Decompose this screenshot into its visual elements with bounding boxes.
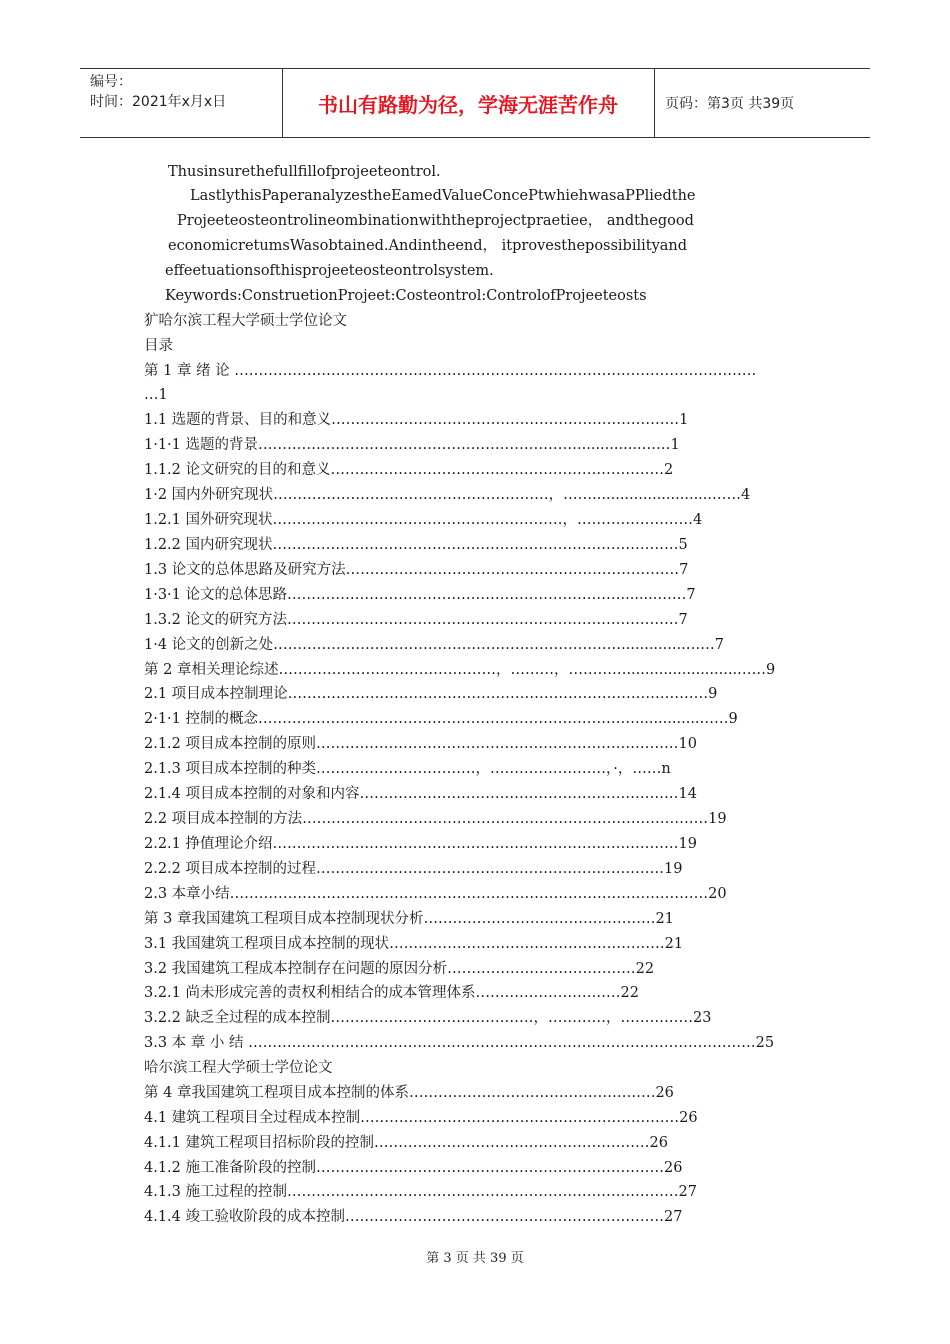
toc-entry: 3.1 我国建筑工程项目成本控制的现状…………………………………………………21 [144, 936, 684, 952]
toc-entry: 1·1·1 选题的背景…………………………………………………………..............……1 [144, 437, 680, 453]
toc-entry: 2.2.2 项目成本控制的过程………………………………………………………………19 [144, 861, 683, 877]
toc-entry: 1.2.2 国内研究现状…………………………………………………………………………5 [144, 537, 688, 553]
toc-entry: 3.2 我国建筑工程成本控制存在问题的原因分析…………………………………22 [144, 961, 655, 977]
toc-entry: 第 4 章我国建筑工程项目成本控制的体系……………………………………………26 [144, 1085, 674, 1101]
page-footer: 第 3 页 共 39 页 [426, 1251, 524, 1266]
toc-entry: 第 2 章相关理论综述………………………………………，………，…………........................……9 [144, 662, 776, 678]
toc-entry: 1·4 论文的创新之处………………………………………………………………..............……7 [144, 637, 724, 653]
abstract-line: LastlythisPaperanalyzestheEamedValueConcePtwhiehwasaPPliedthe [190, 188, 696, 204]
toc-entry: 1·2 国内外研究现状…………………………………………………，……..........................……4 [144, 487, 751, 503]
toc-entry: 4.1 建筑工程项目全过程成本控制…………………………………………………………26 [144, 1110, 698, 1126]
header-page-label: 页码：第3页 共39页 [665, 96, 795, 112]
toc-entry: 第 3 章我国建筑工程项目成本控制现状分析…………………………………………21 [144, 911, 674, 927]
toc-entry: 2.1.3 项目成本控制的种类……………………………，……………………，·，……n [144, 761, 671, 777]
school-title: 犷哈尔滨工程大学硕士学位论文 [144, 313, 347, 329]
toc-entry: 1.3 论文的总体思路及研究方法……………………………………………………………7 [144, 562, 689, 578]
toc-entry: 1·3·1 论文的总体思路……………………………………………………………........……7 [144, 587, 696, 603]
toc-entry: 2.3 本章小结………………………………………………………………………………………20 [144, 886, 727, 902]
toc-entry: 2.2 项目成本控制的方法…………………………………………………………………………19 [144, 811, 727, 827]
toc-entry: …1 [144, 387, 168, 403]
toc-entry: 2.1 项目成本控制理论……………………………………………………………………………9 [144, 686, 718, 702]
toc-entry: 1.1.2 论文研究的目的和意义……………………………………………………………2 [144, 462, 674, 478]
toc-entry: 4.1.2 施工准备阶段的控制………………………………………………………………26 [144, 1160, 683, 1176]
keywords-line: Keywords:ConstruetionProjeet:Costeontrol:ControlofProjeeteosts [165, 288, 647, 304]
toc-entry: 2.1.2 项目成本控制的原则…………………………………………………………………10 [144, 736, 697, 752]
school-title: 哈尔滨工程大学硕士学位论文 [144, 1060, 333, 1076]
page-header [80, 68, 870, 138]
abstract-line: Thusinsurethefullfillofprojeeteontrol. [168, 164, 441, 180]
toc-entry: 3.3 本 章 小 结 ……………………………………………………………………………………………25 [144, 1035, 775, 1051]
toc-entry: 第 1 章 绪 论 ……………………………………………………………………………………………… [144, 363, 757, 379]
toc-entry: 3.2.2 缺乏全过程的成本控制……………………………………，…………，……………23 [144, 1010, 712, 1026]
toc-entry: 4.1.4 竣工验收阶段的成本控制…………………………………………………………27 [144, 1209, 683, 1225]
time-label: 时间：2021年x月x日 [90, 94, 227, 110]
toc-entry: 2.2.1 挣值理论介绍…………………………………………………………………………19 [144, 836, 697, 852]
header-divider [654, 69, 655, 137]
header-left-cell [90, 72, 226, 112]
toc-entry: 2.1.4 项目成本控制的对象和内容…………………………………………………………14 [144, 786, 697, 802]
toc-entry: 1.1 选题的背景、目的和意义………………………………………………………………1 [144, 412, 689, 428]
toc-heading: 目录 [144, 338, 173, 354]
toc-entry: 3.2.1 尚未形成完善的责权利相结合的成本管理体系…………………………22 [144, 985, 639, 1001]
toc-entry: 2·1·1 控制的概念……………………………………………………………………..............……9 [144, 711, 738, 727]
abstract-line: economicretumsWasobtained.Andintheend， itprovesthepossibilityand [168, 238, 688, 254]
toc-entry: 4.1.3 施工过程的控制………………………………………………………………………27 [144, 1184, 697, 1200]
toc-entry: 4.1.1 建筑工程项目招标阶段的控制…………………………………………………26 [144, 1135, 668, 1151]
abstract-line: Projeeteosteontrolineombinationwiththeprojectpraetiee， andthegood [177, 213, 694, 229]
header-motto: 书山有路勤为径，学海无涯苦作舟 [318, 92, 618, 117]
toc-entry: 1.2.1 国外研究现状……………………………………………………，……………………4 [144, 512, 703, 528]
number-label: 编号： [90, 74, 132, 90]
toc-entry: 1.3.2 论文的研究方法………………………………………………………………………7 [144, 612, 688, 628]
abstract-line: effeetuationsofthisprojeeteosteontrolsystem. [165, 263, 494, 279]
